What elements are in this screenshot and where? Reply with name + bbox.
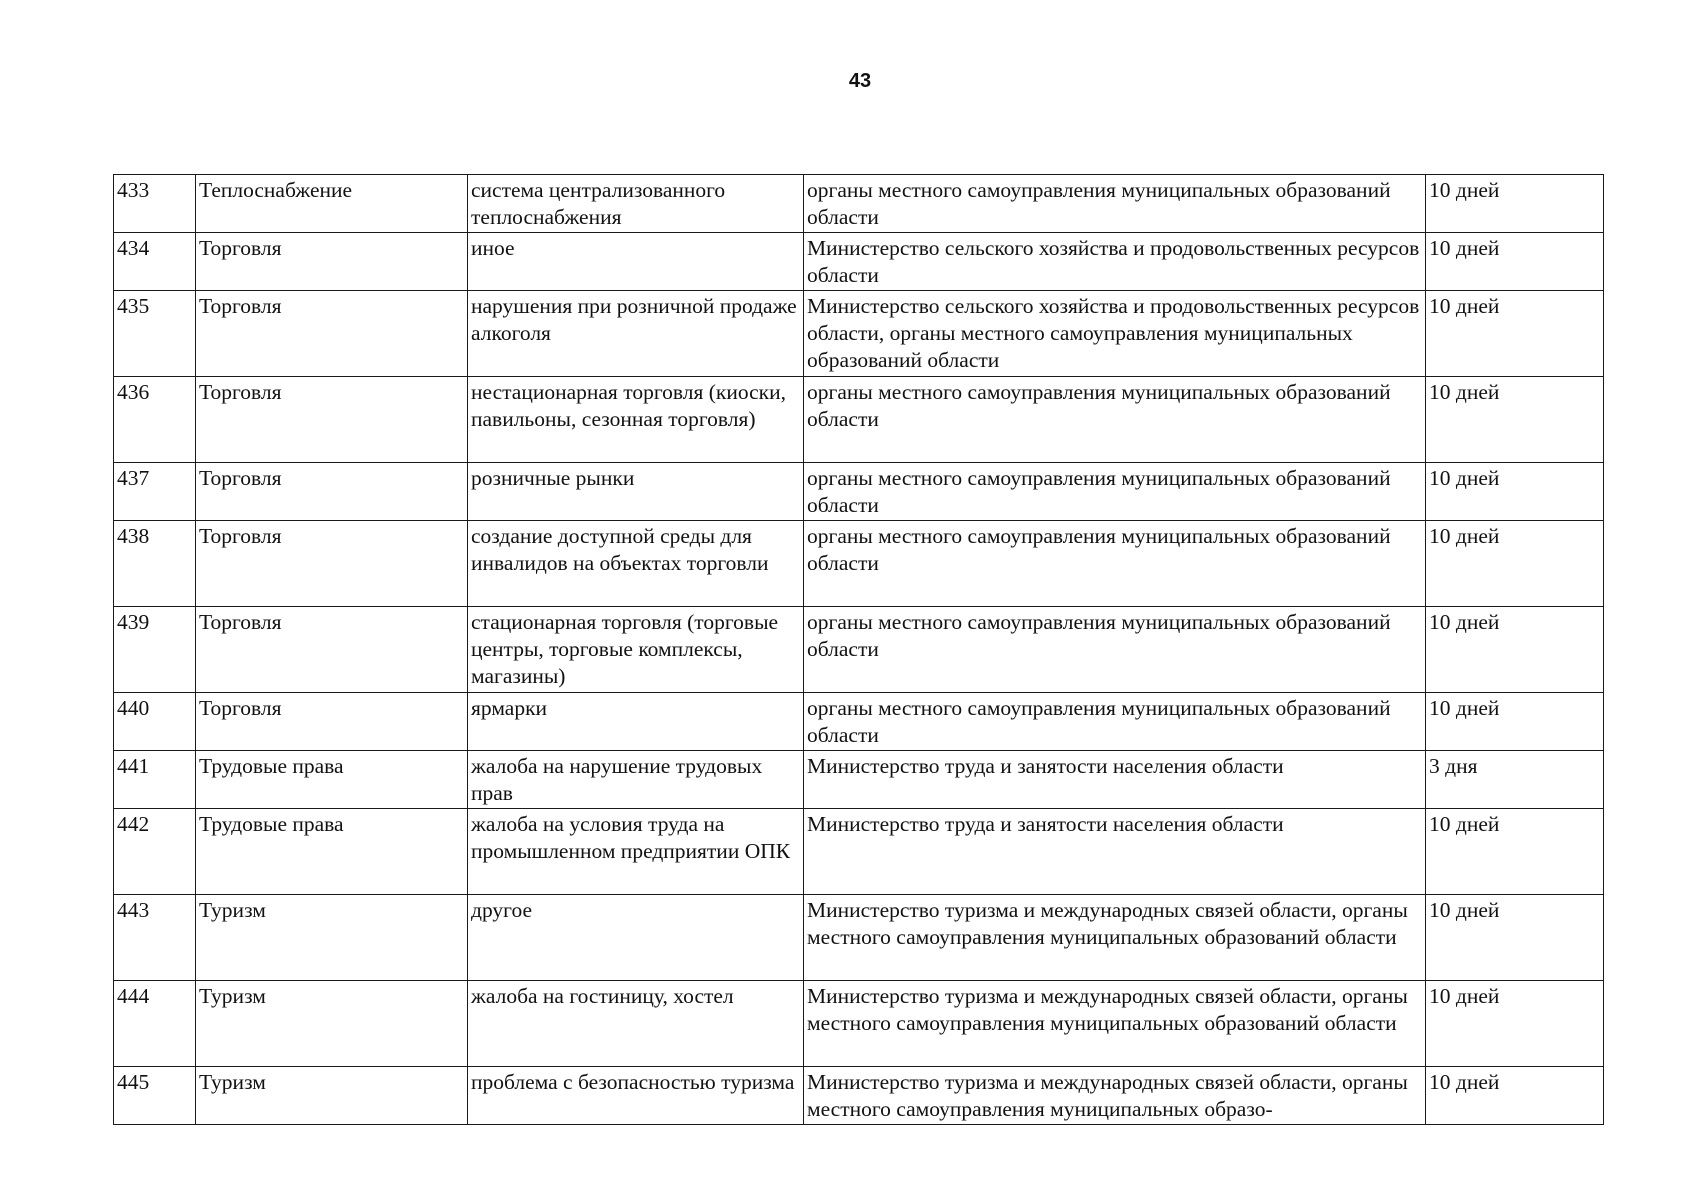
authority-cell: Министерство туризма и международных связей области, органы местного самоуправления муниципальных образований области [804,895,1426,981]
row-number-cell: 438 [114,521,196,607]
authority-cell: Министерство труда и занятости населения области [804,809,1426,895]
subject-cell: жалоба на нарушение трудовых прав [468,751,804,809]
authority-cell: органы местного самоуправления муниципальных образований области [804,693,1426,751]
table-row [114,809,1604,895]
row-number-cell: 445 [114,1067,196,1125]
row-number-cell: 440 [114,693,196,751]
document-table [113,174,1604,1125]
row-number-cell: 433 [114,175,196,233]
authority-cell: Министерство сельского хозяйства и продовольственных ресурсов области, органы местного самоуправления муниципальных образований области [804,291,1426,377]
term-cell: 10 дней [1426,1067,1604,1125]
row-number-cell: 443 [114,895,196,981]
row-number-cell: 441 [114,751,196,809]
authority-cell: Министерство туризма и международных связей области, органы местного самоуправления муниципальных образований области [804,981,1426,1067]
authority-cell: Министерство сельского хозяйства и продовольственных ресурсов области [804,233,1426,291]
table-row [114,377,1604,463]
subject-cell: система централизованного теплоснабжения [468,175,804,233]
term-cell: 10 дней [1426,521,1604,607]
table-row [114,895,1604,981]
category-cell: Торговля [196,607,468,693]
term-cell: 10 дней [1426,895,1604,981]
authority-cell: органы местного самоуправления муниципальных образований области [804,175,1426,233]
table-row [114,233,1604,291]
subject-cell: ярмарки [468,693,804,751]
table-row [114,175,1604,233]
category-cell: Трудовые права [196,809,468,895]
subject-cell: жалоба на условия труда на промышленном предприятии ОПК [468,809,804,895]
category-cell: Теплоснабжение [196,175,468,233]
term-cell: 10 дней [1426,463,1604,521]
term-cell: 10 дней [1426,377,1604,463]
term-cell: 10 дней [1426,291,1604,377]
subject-cell: нарушения при розничной продаже алкоголя [468,291,804,377]
row-number-cell: 436 [114,377,196,463]
authority-cell: Министерство туризма и международных связей области, органы местного самоуправления муниципальных образо- [804,1067,1426,1125]
category-cell: Торговля [196,521,468,607]
page-number: 43 [848,70,872,92]
row-number-cell: 439 [114,607,196,693]
table-row [114,1067,1604,1125]
category-cell: Туризм [196,895,468,981]
category-cell: Торговля [196,233,468,291]
category-cell: Торговля [196,693,468,751]
category-cell: Трудовые права [196,751,468,809]
row-number-cell: 442 [114,809,196,895]
subject-cell: розничные рынки [468,463,804,521]
authority-cell: органы местного самоуправления муниципальных образований области [804,607,1426,693]
term-cell: 10 дней [1426,809,1604,895]
subject-cell: стационарная торговля (торговые центры, торговые комплексы, магазины) [468,607,804,693]
subject-cell: проблема с безопасностью туризма [468,1067,804,1125]
subject-cell: жалоба на гостиницу, хостел [468,981,804,1067]
table-row [114,521,1604,607]
term-cell: 10 дней [1426,693,1604,751]
table-row [114,463,1604,521]
subject-cell: создание доступной среды для инвалидов на объектах торговли [468,521,804,607]
term-cell: 10 дней [1426,981,1604,1067]
subject-cell: нестационарная торговля (киоски, павильоны, сезонная торговля) [468,377,804,463]
category-cell: Торговля [196,377,468,463]
authority-cell: органы местного самоуправления муниципальных образований области [804,521,1426,607]
subject-cell: другое [468,895,804,981]
authority-cell: органы местного самоуправления муниципальных образований области [804,463,1426,521]
category-cell: Торговля [196,291,468,377]
authority-cell: органы местного самоуправления муниципальных образований области [804,377,1426,463]
subject-cell: иное [468,233,804,291]
authority-cell: Министерство труда и занятости населения области [804,751,1426,809]
term-cell: 10 дней [1426,607,1604,693]
row-number-cell: 444 [114,981,196,1067]
table-row [114,981,1604,1067]
category-cell: Торговля [196,463,468,521]
table-row [114,693,1604,751]
table-row [114,751,1604,809]
term-cell: 10 дней [1426,233,1604,291]
row-number-cell: 434 [114,233,196,291]
table-row [114,291,1604,377]
category-cell: Туризм [196,1067,468,1125]
category-cell: Туризм [196,981,468,1067]
row-number-cell: 435 [114,291,196,377]
row-number-cell: 437 [114,463,196,521]
table-row [114,607,1604,693]
term-cell: 3 дня [1426,751,1604,809]
term-cell: 10 дней [1426,175,1604,233]
